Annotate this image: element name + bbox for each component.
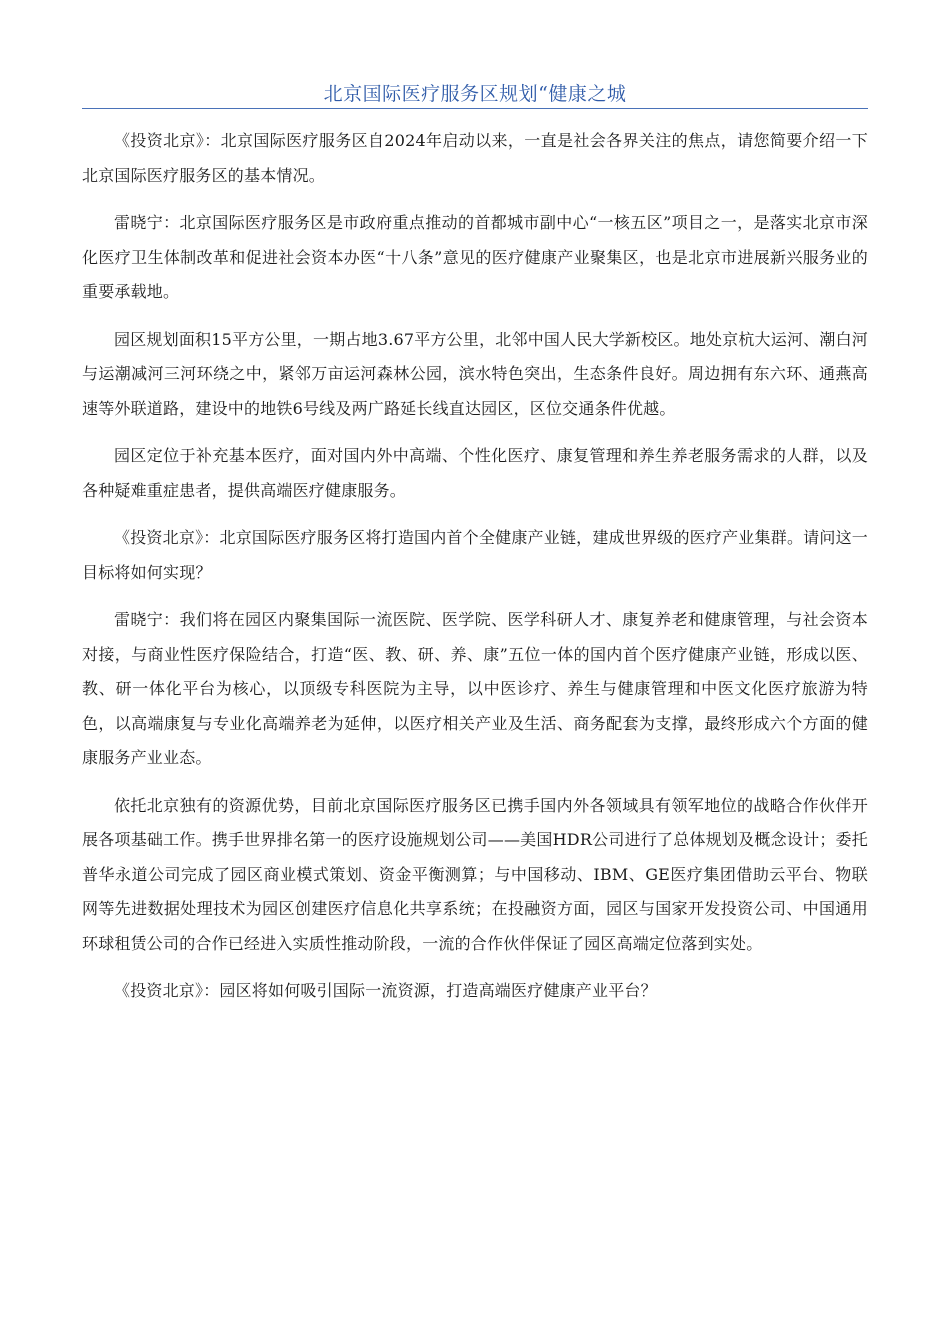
- paragraph-5: 《投资北京》：北京国际医疗服务区将打造国内首个全健康产业链，建成世界级的医疗产业集群。请问这一目标将如何实现？: [82, 528, 868, 582]
- paragraph-4: 园区定位于补充基本医疗，面对国内外中高端、个性化医疗、康复管理和养生养老服务需求的人群，以及各种疑难重症患者，提供高端医疗健康服务。: [82, 446, 868, 500]
- paragraph-2: 雷晓宁：北京国际医疗服务区是市政府重点推动的首都城市副中心“一核五区”项目之一，是落实北京市深化医疗卫生体制改革和促进社会资本办医“十八条”意见的医疗健康产业聚集区，也是北京市进展新兴服务业的重要承载地。: [82, 213, 868, 301]
- document-body: [82, 124, 868, 1022]
- paragraph-3: 园区规划面积15平方公里，一期占地3.67平方公里，北邻中国人民大学新校区。地处京杭大运河、潮白河与运潮减河三河环绕之中，紧邻万亩运河森林公园，滨水特色突出，生态条件良好。周边拥有东六环、通燕高速等外联道路，建设中的地铁6号线及两广路延长线直达园区，区位交通条件优越。: [82, 329, 868, 418]
- paragraph-8: 《投资北京》：园区将如何吸引国际一流资源，打造高端医疗健康产业平台？: [114, 981, 657, 1000]
- document-title: 北京国际医疗服务区规划“健康之城: [323, 83, 627, 105]
- paragraph-7: 依托北京独有的资源优势，目前北京国际医疗服务区已携手国内外各领域具有领军地位的战略合作伙伴开展各项基础工作。携手世界排名第一的医疗设施规划公司——美国HDR公司进行了总体规划及概念设计；委托普华永道公司完成了园区商业模式策划、资金平衡测算；与中国移动、IBM、GE医疗集团借助云平台、物联网等先进数据处理技术为园区创建医疗信息化共享系统；在投融资方面，园区与国家开发投资公司、中国通用环球租赁公司的合作已经进入实质性推动阶段，一流的合作伙伴保证了园区高端定位落到实处。: [82, 795, 868, 953]
- paragraph-6: 雷晓宁：我们将在园区内聚集国际一流医院、医学院、医学科研人才、康复养老和健康管理，与社会资本对接，与商业性医疗保险结合，打造“医、教、研、养、康”五位一体的国内首个医疗健康产业链，形成以医、教、研一体化平台为核心，以顶级专科医院为主导，以中医诊疗、养生与健康管理和中医文化医疗旅游为特色，以高端康复与专业化高端养老为延伸，以医疗相关产业及生活、商务配套为支撑，最终形成六个方面的健康服务产业业态。: [82, 610, 868, 767]
- paragraph-1: 《投资北京》：北京国际医疗服务区自2024年启动以来，一直是社会各界关注的焦点，请您简要介绍一下北京国际医疗服务区的基本情况。: [82, 131, 868, 185]
- title-underline: [82, 108, 868, 109]
